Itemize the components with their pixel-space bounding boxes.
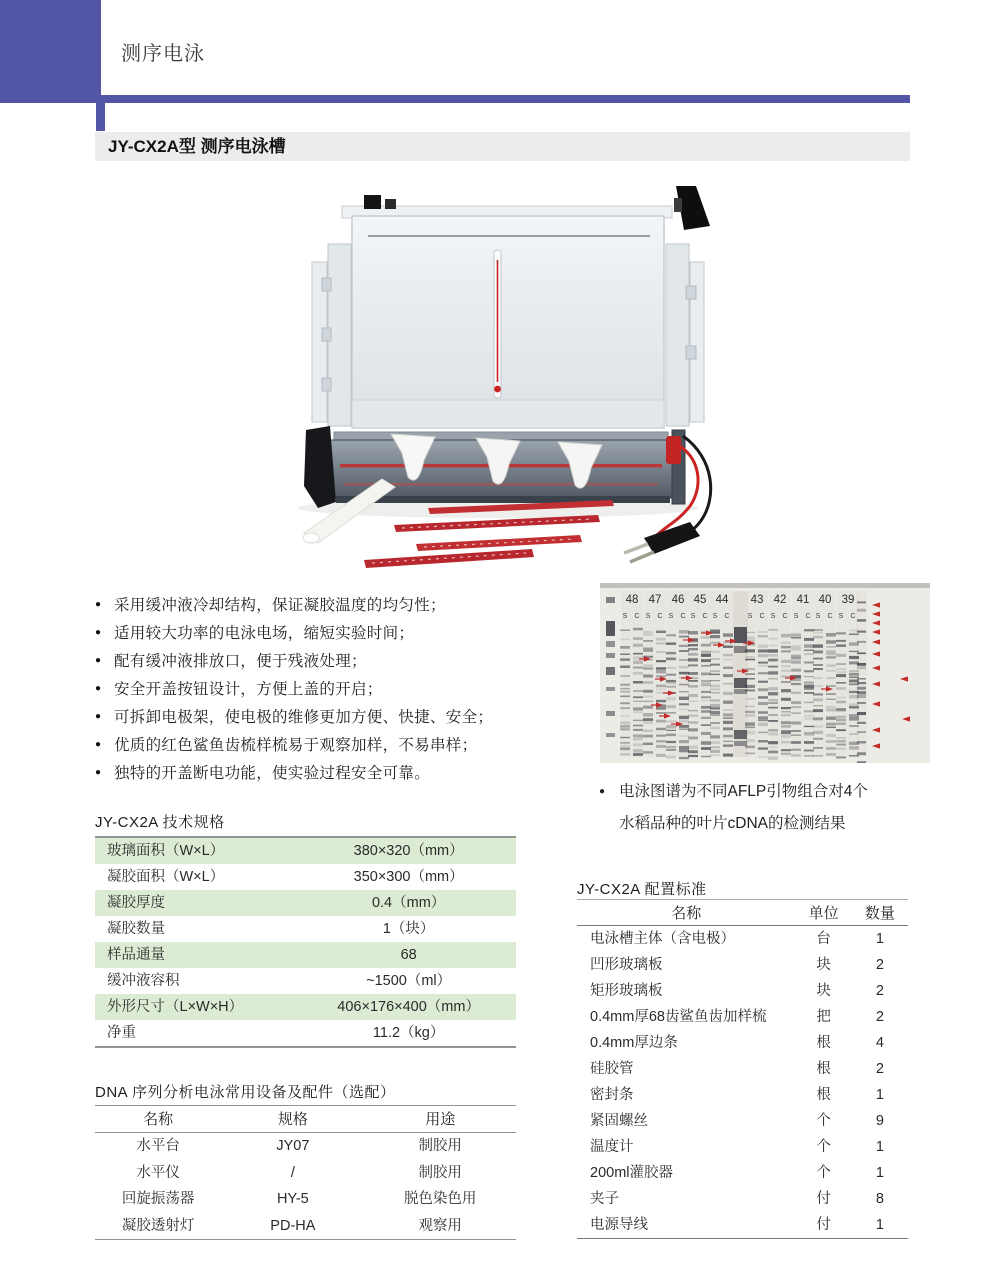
config-header-row (577, 899, 908, 926)
config-item-name: 电源导线 (590, 1217, 648, 1233)
config-item-name: 电泳槽主体（含电极） (590, 931, 735, 947)
gel-caption-line1: ● 电泳图谱为不同AFLP引物组合对4个 (619, 783, 868, 800)
config-table (577, 899, 908, 1239)
gel-photo-svg (600, 583, 930, 763)
config-item-qty: 1 (875, 1139, 884, 1155)
config-header-unit: 单位 (808, 905, 839, 922)
svg-text:42: 42 (773, 594, 787, 606)
svg-text:S: S (645, 613, 651, 620)
feature-text: ● 采用缓冲液冷却结构，保证凝胶温度的均匀性； (114, 597, 446, 614)
accessories-title: DNA 序列分析电泳常用设备及配件（选配） (95, 1084, 396, 1101)
table-row (577, 1030, 908, 1056)
spec-value: 406×176×400（mm） (337, 999, 480, 1015)
svg-text:C: C (724, 613, 730, 620)
config-item-unit: 个 (816, 1139, 831, 1155)
svg-text:43: 43 (750, 594, 764, 606)
header-divider-bar (0, 95, 910, 103)
accessory-spec: PD-HA (270, 1217, 316, 1234)
config-item-unit: 根 (816, 1061, 831, 1077)
feature-item (95, 618, 585, 646)
spec-value: 1（块） (382, 921, 435, 937)
config-item-name: 密封条 (590, 1087, 634, 1103)
table-row (577, 952, 908, 978)
table-row (95, 1213, 516, 1240)
svg-text:48: 48 (625, 594, 639, 606)
feature-item (95, 702, 585, 730)
accessory-name: 回旋振荡器 (121, 1191, 195, 1207)
accessory-use: 制胶用 (418, 1138, 462, 1154)
gel-caption-line2: 水稻品种的叶片cDNA的检测结果 (619, 815, 846, 832)
config-item-unit: 根 (816, 1035, 831, 1051)
config-item-name: 凹形玻璃板 (590, 957, 663, 973)
product-photo (278, 186, 722, 578)
svg-text:44: 44 (715, 594, 729, 606)
accessory-spec: / (290, 1164, 295, 1181)
spec-label: 玻璃面积（W×L） (107, 843, 225, 859)
table-row (577, 1082, 908, 1108)
product-title-bar (95, 132, 910, 161)
feature-item (95, 730, 585, 758)
config-header-name: 名称 (671, 905, 702, 922)
table-row (577, 926, 908, 952)
svg-text:S: S (712, 613, 718, 620)
spec-row (95, 942, 516, 968)
config-item-qty: 8 (875, 1191, 884, 1207)
svg-text:C: C (702, 613, 708, 620)
table-row (577, 1056, 908, 1082)
feature-text: ● 优质的红色鲨鱼齿梳样梳易于观察加样，不易串样； (114, 737, 478, 754)
svg-text:C: C (759, 613, 765, 620)
svg-text:C: C (657, 613, 663, 620)
config-header-qty: 数量 (864, 905, 895, 922)
specs-title: JY-CX2A 技术规格 (95, 814, 225, 831)
config-item-unit: 把 (816, 1009, 831, 1025)
accessories-header-spec: 规格 (277, 1111, 308, 1128)
spec-label: 凝胶面积（W×L） (107, 869, 225, 885)
accessory-spec: HY-5 (277, 1191, 309, 1207)
spec-row (95, 916, 516, 942)
table-row (577, 1004, 908, 1030)
header-accent-strip (96, 103, 105, 131)
feature-item (95, 590, 585, 618)
spec-value: 380×320（mm） (353, 843, 464, 859)
feature-text: ● 可拆卸电极架，使电极的维修更加方便、快捷、安全； (114, 709, 494, 726)
svg-text:C: C (634, 613, 640, 620)
config-item-qty: 9 (875, 1113, 884, 1129)
accessories-header-name: 名称 (143, 1111, 174, 1128)
table-row (95, 1133, 516, 1160)
config-item-name: 紧固螺丝 (590, 1113, 648, 1129)
svg-text:S: S (770, 613, 776, 620)
config-item-name: 0.4mm厚边条 (590, 1035, 678, 1051)
accessory-spec: JY07 (276, 1138, 310, 1154)
spec-row (95, 838, 516, 864)
accessory-use: 观察用 (418, 1217, 462, 1234)
feature-item (95, 646, 585, 674)
table-row (95, 1160, 516, 1187)
config-item-qty: 2 (875, 957, 884, 973)
spec-row (95, 864, 516, 890)
feature-text: ● 独特的开盖断电功能，使实验过程安全可靠。 (114, 765, 431, 782)
spec-value: 350×300（mm） (353, 869, 464, 885)
product-title: JY-CX2A型 测序电泳槽 (108, 137, 286, 156)
feature-text: ● 安全开盖按钮设计，方便上盖的开启； (114, 681, 383, 698)
config-title: JY-CX2A 配置标准 (577, 881, 707, 898)
spec-row (95, 890, 516, 916)
config-item-unit: 付 (816, 1191, 831, 1207)
config-item-unit: 个 (816, 1165, 831, 1181)
svg-text:S: S (668, 613, 674, 620)
config-item-qty: 2 (875, 983, 884, 999)
svg-text:39: 39 (841, 594, 855, 606)
gel-caption (599, 776, 939, 840)
feature-text: ● 配有缓冲液排放口，便于残液处理； (114, 653, 367, 670)
spec-value: 0.4（mm） (371, 895, 446, 911)
config-item-name: 硅胶管 (590, 1061, 634, 1077)
config-item-unit: 台 (816, 931, 831, 947)
svg-text:S: S (622, 613, 628, 620)
svg-text:47: 47 (648, 594, 662, 606)
svg-text:C: C (827, 613, 833, 620)
config-item-qty: 2 (875, 1009, 884, 1025)
accessories-table (95, 1105, 516, 1240)
config-item-qty: 1 (875, 931, 884, 947)
gel-caption-text (619, 776, 868, 840)
accessory-use: 制胶用 (418, 1164, 462, 1181)
spec-row (95, 1020, 516, 1046)
table-row (577, 1186, 908, 1212)
config-item-qty: 1 (875, 1087, 884, 1103)
spec-label: 外形尺寸（L×W×H） (107, 999, 244, 1015)
config-item-unit: 根 (816, 1087, 831, 1103)
config-rows (577, 926, 908, 1238)
spec-label: 净重 (107, 1025, 136, 1041)
spec-row (95, 994, 516, 1020)
svg-text:C: C (805, 613, 811, 620)
accessories-header-use: 用途 (425, 1111, 456, 1128)
feature-text: ● 适用较大功率的电泳电场，缩短实验时间； (114, 625, 415, 642)
svg-text:41: 41 (796, 594, 810, 606)
accessory-use: 脱色染色用 (403, 1191, 477, 1207)
svg-text:S: S (838, 613, 844, 620)
config-item-qty: 1 (875, 1217, 884, 1233)
svg-text:40: 40 (818, 594, 832, 606)
svg-text:C: C (680, 613, 686, 620)
config-item-unit: 付 (816, 1217, 831, 1233)
table-row (577, 1160, 908, 1186)
config-item-unit: 个 (816, 1113, 831, 1129)
accessory-name: 水平台 (136, 1138, 180, 1154)
svg-text:C: C (850, 613, 856, 620)
spec-row (95, 968, 516, 994)
config-item-unit: 块 (816, 983, 831, 999)
accessory-name: 水平仪 (136, 1164, 180, 1181)
feature-list (95, 590, 585, 786)
gel-image (600, 583, 930, 763)
spec-value: ~1500（ml） (366, 973, 452, 989)
spec-label: 凝胶厚度 (107, 895, 165, 911)
svg-text:S: S (815, 613, 821, 620)
spec-label: 样品通量 (107, 947, 165, 963)
feature-item (95, 674, 585, 702)
spec-label: 缓冲液容积 (107, 973, 180, 989)
accessory-name: 凝胶透射灯 (121, 1217, 195, 1234)
accessories-header-row (95, 1105, 516, 1133)
table-row (577, 1134, 908, 1160)
page-title: 测序电泳 (121, 43, 205, 65)
svg-text:45: 45 (693, 594, 707, 606)
svg-text:C: C (782, 613, 788, 620)
svg-text:S: S (690, 613, 696, 620)
corner-accent-block (0, 0, 101, 103)
spec-value: 11.2（kg） (372, 1025, 445, 1041)
config-item-qty: 4 (875, 1035, 884, 1051)
config-item-name: 矩形玻璃板 (590, 983, 663, 999)
spec-label: 凝胶数量 (107, 921, 165, 937)
table-row (95, 1186, 516, 1213)
config-item-name: 温度计 (590, 1139, 634, 1155)
config-item-qty: 2 (875, 1061, 884, 1077)
config-item-unit: 块 (816, 957, 831, 973)
accessories-rows (95, 1133, 516, 1239)
svg-text:46: 46 (671, 594, 685, 606)
feature-item (95, 758, 585, 786)
config-item-qty: 1 (875, 1165, 884, 1181)
table-row (577, 1212, 908, 1238)
config-item-name: 200ml灌胶器 (590, 1165, 673, 1181)
table-row (577, 978, 908, 1004)
config-item-name: 夹子 (590, 1191, 619, 1207)
spec-value: 68 (400, 947, 417, 963)
svg-text:S: S (747, 613, 753, 620)
config-item-name: 0.4mm厚68齿鲨鱼齿加样梳 (590, 1009, 767, 1025)
svg-text:S: S (793, 613, 799, 620)
electrophoresis-unit-illustration (278, 186, 722, 578)
table-row (577, 1108, 908, 1134)
specs-table (95, 836, 516, 1048)
